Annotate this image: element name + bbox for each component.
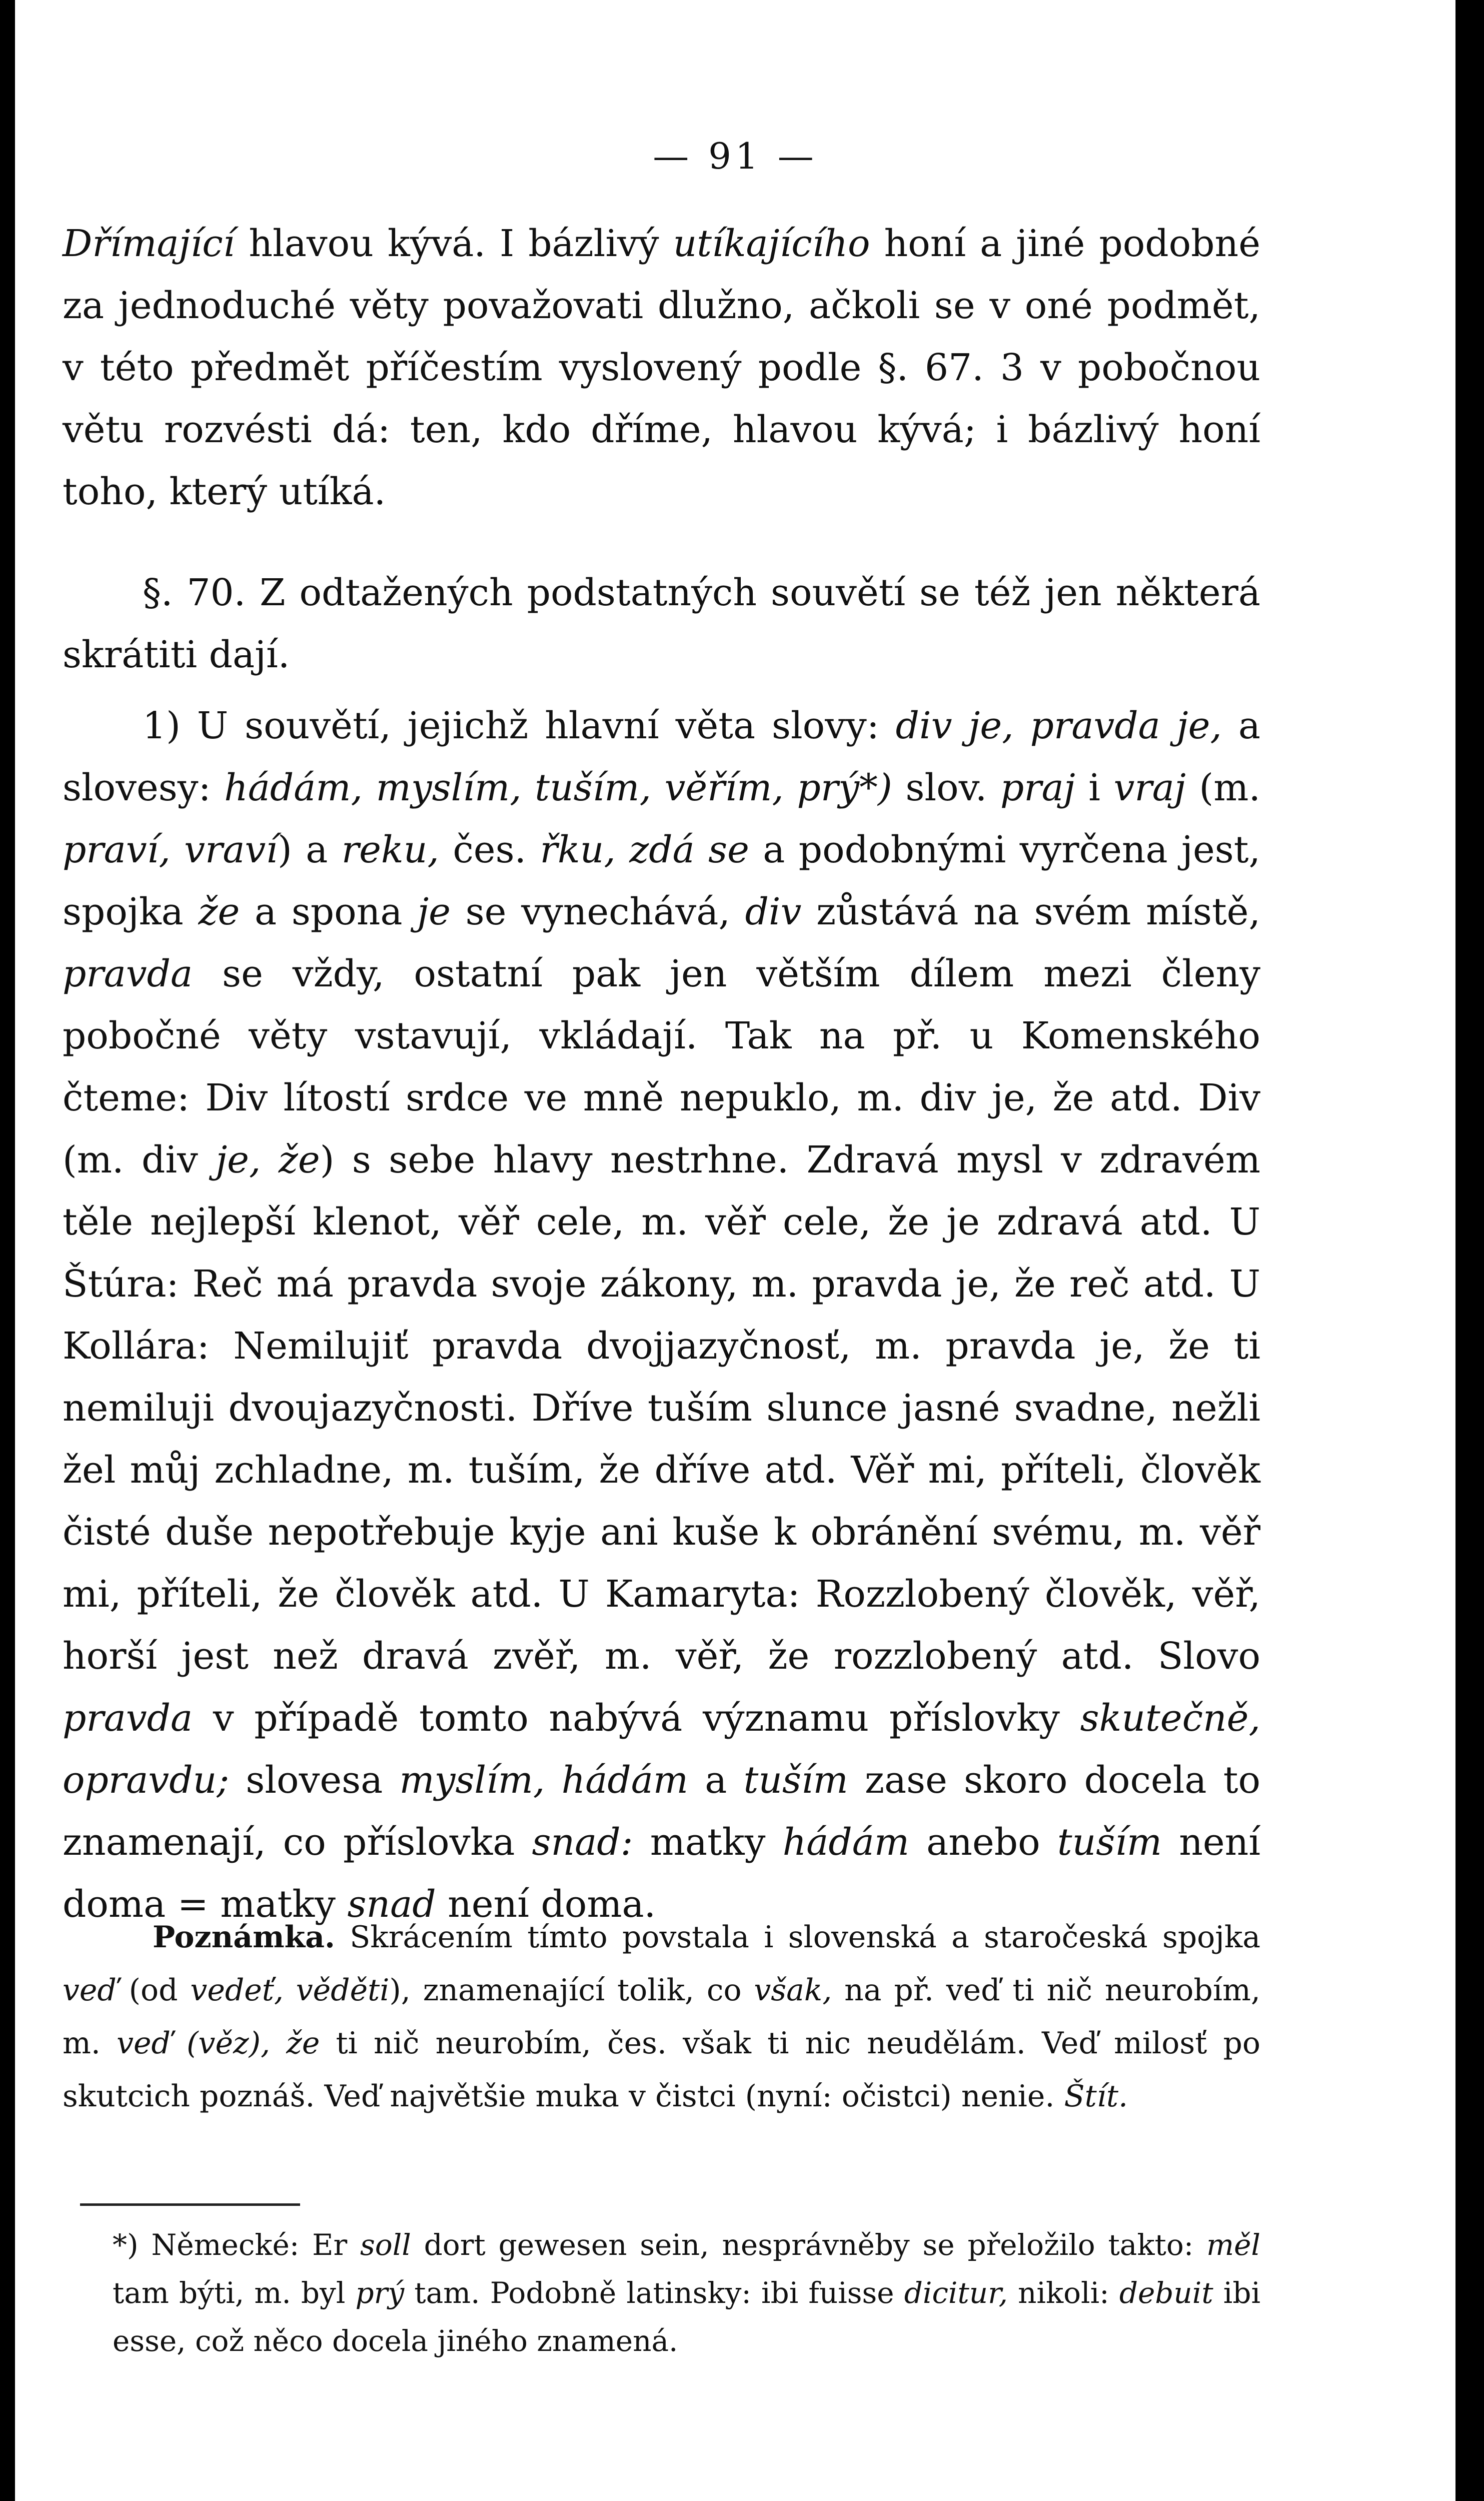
text-run: hádám [782,1821,909,1864]
text-run: ti nič neurobím, čes. však ti nic neudělám. Veď milosť po skutcich poznáš. Veď najvětšie muka v čistci (nyní: očistci) nenie. [63,2026,1260,2114]
text-run: pravda [63,1697,193,1740]
text-run: měl [1206,2228,1260,2262]
text-run: ibi esse, což něco docela jiného znamená. [113,2276,1260,2358]
text-run: Štít. [1064,2079,1128,2114]
text-run: slovesa [229,1759,400,1802]
text-run: zase skoro docela to znamenají, co příslovka [63,1759,1260,1864]
text-run: utíkajícího [673,222,870,265]
text-run: slov. [892,766,1000,809]
text-run: §. 70. Z odtažených podstatných souvětí se též jen některá skrátiti dají. [63,571,1260,676]
text-run: anebo [909,1821,1057,1864]
text-run: div je, pravda je, [895,704,1222,747]
text-run: prý [355,2276,405,2310]
text-run: je [417,890,451,933]
footnote [113,2221,1260,2365]
text-run: nikoli: [1007,2276,1119,2310]
text-run: pravda [63,952,193,995]
text-run: reku, [341,828,439,871]
text-run: hlavou kývá. I bázlivý [235,222,673,265]
text-run: debuit [1119,2276,1213,2310]
paragraph-1 [63,213,1260,523]
text-run: (m. [1185,766,1260,809]
text-run: v případě tomto nabývá významu příslovky [193,1697,1080,1740]
text-run: a slovesy: [63,704,1260,809]
text-run: že [198,890,240,933]
text-run: *) Německé: Er [113,2228,361,2262]
text-run: i [1075,766,1114,809]
text-run: tuším [743,1759,848,1802]
text-run: čes. [439,828,540,871]
text-run: skutečně, opravdu; [63,1697,1260,1802]
text-run: ), znamenající tolik, co [389,1973,754,2008]
text-run: tam. Podobně latinsky: ibi fuisse [404,2276,904,2310]
text-run: Poznámka. [153,1920,335,1955]
text-run: tam býti, m. byl [113,2276,356,2310]
text-run: praví, vraví [63,828,278,871]
text-run: dicitur, [904,2276,1008,2310]
book-page [15,0,1455,2501]
text-run: a podobnými vyrčena jest, spojka [63,828,1260,933]
text-run: praj [1000,766,1075,809]
text-run: 1) U souvětí, jejichž hlavní věta slovy: [143,704,896,747]
body-text [63,213,1260,1935]
text-run: snad [347,1883,436,1926]
text-run: myslím, hádám [399,1759,689,1802]
text-run: se vynechává, [450,890,745,933]
text-run: vedeť, věděti [190,1973,390,2008]
text-run: ) a [278,828,342,871]
text-run: na př. veď ti nič neurobím, m. [63,1973,1260,2061]
text-run: div [745,890,802,933]
text-run: veď [63,1973,117,2008]
text-run: není doma = matky [63,1821,1260,1926]
text-run: matky [633,1821,783,1864]
paragraph-section-70 [63,562,1260,686]
text-run: tuším [1057,1821,1162,1864]
text-run: a [688,1759,744,1802]
text-run: veď (věz), že [117,2026,320,2061]
text-run: je, že [216,1138,320,1181]
text-run: snad: [532,1821,633,1864]
text-run: Dřímající [63,222,235,265]
text-run: ) s sebe hlavy nestrhne. Zdravá mysl v zdravém těle nejlepší klenot, věř cele, m. věř cele, že je zdravá atd. U Štúra: Reč má pravda svoje zákony, m. pravda je, že reč atd. U Kollára: Nemilujiť pravda dvojjazyčnosť, m. pravda je, že ti nemiluji dvoujazyčnosti. Dříve tuším slunce jasné svadne, nežli žel můj zchladne, m. tuším, že dříve atd. Věř mi, příteli, člověk čisté duše nepotřebuje kyje ani kuše k obránění svému, m. věř mi, příteli, že člověk atd. U Kamaryta: Rozzlobený člověk, věř, horší jest než dravá zvěř, m. věř, že rozzlobený atd. Slovo [63,1138,1260,1678]
text-run: soll [360,2228,411,2262]
page-number: — 91 — [653,135,818,177]
text-run: řku, zdá se [540,828,749,871]
paragraph-point-1 [63,695,1260,1935]
text-run: (od [116,1973,191,2008]
footnote-divider [80,2203,300,2206]
text-run: Skrácením tímto povstala i slovenská a staročeská spojka [335,1920,1260,1955]
text-run: vraj [1113,766,1186,809]
text-run: však, [754,1973,832,2008]
note-poznamka [63,1911,1260,2123]
text-run: se vždy, ostatní pak jen větším dílem mezi členy pobočné věty vstavují, vkládají. Tak na př. u Komenského čteme: Div lítostí srdce ve mně nepuklo, m. div je, že atd. Div (m. div [63,952,1260,1181]
text-run: hádám, myslím, tuším, věřím, prý*) [224,766,892,809]
text-run: dort gewesen sein, nesprávněby se přeložilo takto: [411,2228,1207,2262]
text-run: není doma. [436,1883,656,1926]
text-run: honí a jiné podobné za jednoduché věty považovati dlužno, ačkoli se v oné podmět, v této předmět příčestím vyslovený podle §. 67. 3 v pobočnou větu rozvésti dá: ten, kdo dříme, hlavou kývá; i bázlivý honí toho, který utíká. [63,222,1260,513]
text-run: a spona [240,890,418,933]
text-run: zůstává na svém místě, [801,890,1260,933]
